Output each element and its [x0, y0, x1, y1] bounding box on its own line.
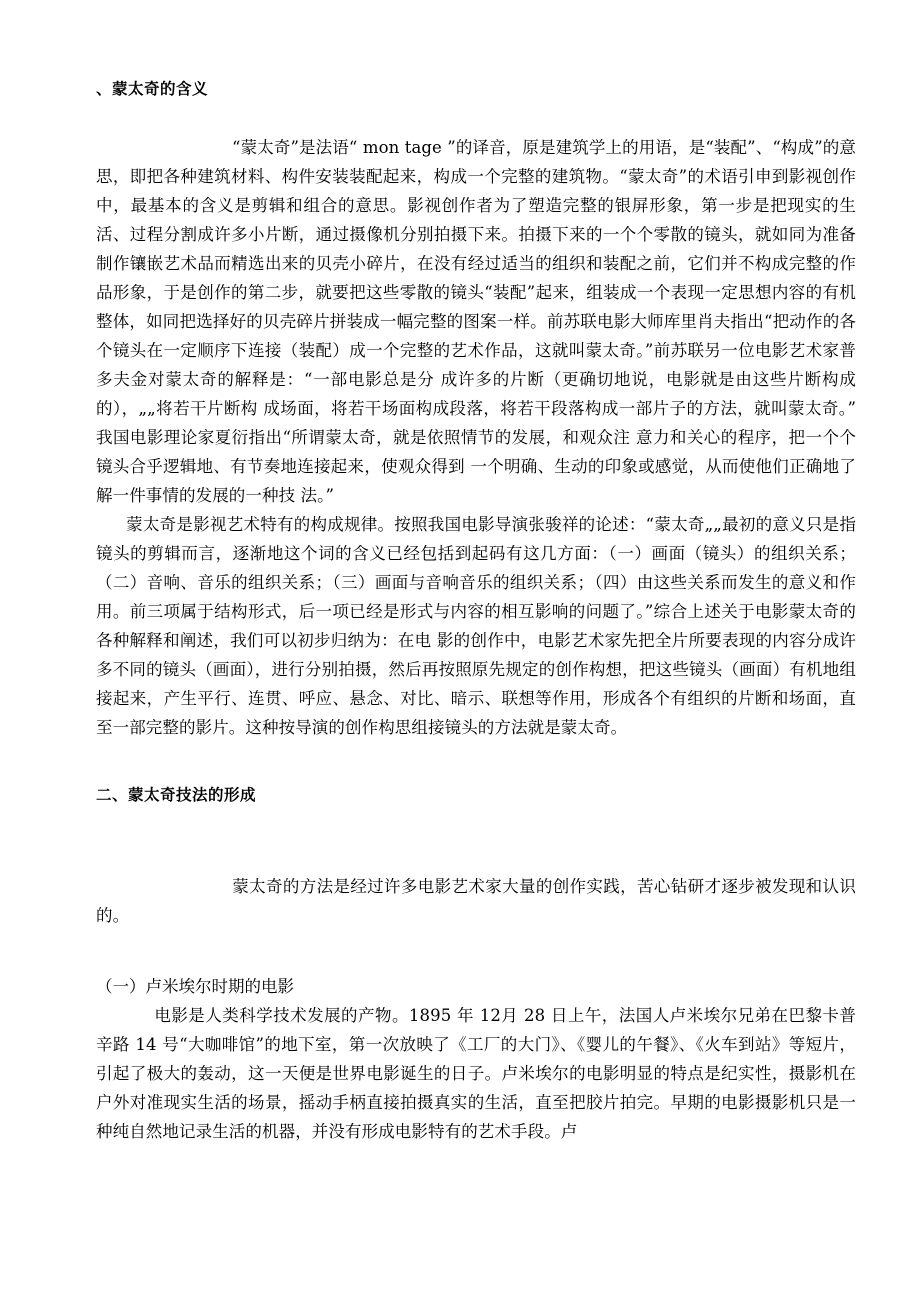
paragraph-1-2	[96, 510, 856, 742]
subsection-heading-2-1: （一）卢米埃尔时期的电影	[96, 976, 294, 996]
section-heading-1: 、蒙太奇的含义	[96, 80, 209, 98]
document-body	[96, 78, 856, 1146]
section-heading-2: 二、蒙太奇技法的形成	[96, 786, 257, 805]
paragraph-text: 蒙太奇的方法是经过许多电影艺术家大量的创作实践，苦心钻研才逐步被发现和认识的。	[96, 876, 856, 925]
paragraph-text: 电影是人类科学技术发展的产物。1895 年 12月 28 日上午，法国人卢米埃尔兄弟在巴黎卡普辛路 14 号“大咖啡馆”的地下室，第一次放映了《工厂的大门》、《婴儿的午餐》、《火车到站》等短片，引起了极大的轰动，这一天便是世界电影诞生的日子。卢米埃尔的电影明显的特点是纪实性，摄影机在户外对准现实生活的场景，摇动手柄直接拍摄真实的生活，直至把胶片拍完。早期的电影摄影机只是一种纯自然地记录生活的机器，并没有形成电影特有的艺术手段。卢	[96, 1005, 856, 1141]
paragraph-2-1	[96, 872, 856, 930]
spacer	[96, 814, 856, 872]
paragraph-text: 蒙太奇是影视艺术特有的构成规律。按照我国电影导演张骏祥的论述：“蒙太奇„„最初的意义只是指镜头的剪辑而言，逐渐地这个词的含义已经包括到起码有这几方面：（一）画面（镜头）的组织关系；（二）音响、音乐的组织关系；（三）画面与音响音乐的组织关系；（四）由这些关系而发生的意义和作用。前三项属于结构形式，后一项已经是形式与内容的相互影响的问题了。”综合上述关于电影蒙太奇的各种解释和阐述，我们可以初步归纳为：在电 影的创作中，电影艺术家先把全片所要表现的内容分成许多不同的镜头（画面），进行分别拍摄，然后再按照原先规定的创作构想，把这些镜头（画面）有机地组接起来，产生平行、连贯、呼应、悬念、对比、暗示、联想等作用，形成各个有组织的片断和场面，直至一部完整的影片。这种按导演的创作构思组接镜头的方法就是蒙太奇。	[96, 515, 856, 738]
spacer	[96, 107, 856, 133]
spacer	[96, 930, 856, 972]
paragraph-1-1	[96, 133, 856, 510]
spacer	[96, 742, 856, 784]
paragraph-text: “蒙太奇”是法语“ mon tage ”的译音，原是建筑学上的用语，是“装配”、“构成”的意思，即把各种建筑材料、构件安装装配起来，构成一个完整的建筑物。“蒙太奇”的术语引申到影视创作中，最基本的含义是剪辑和组合的意思。影视创作者为了塑造完整的银屏形象，第一步是把现实的生活、过程分割成许多小片断，通过摄像机分别拍摄下来。拍摄下来的一个个零散的镜头，就如同为准备制作镶嵌艺术品而精选出来的贝壳小碎片，在没有经过适当的组织和装配之前，它们并不构成完整的作品形象，于是创作的第二步，就要把这些零散的镜头“装配”起来，组装成一个表现一定思想内容的有机整体，如同把选择好的贝壳碎片拼装成一幅完整的图案一样。前苏联电影大师库里肖夫指出“把动作的各个镜头在一定顺序下连接（装配）成一个完整的艺术作品，这就叫蒙太奇。”前苏联另一位电影艺术家普多夫金对蒙太奇的解释是：“一部电影总是分 成许多的片断（更确切地说，电影就是由这些片断构成的），„„将若干片断构 成场面，将若干场面构成段落，将若干段落构成一部片子的方法，就叫蒙太奇。” 我国电影理论家夏衍指出“所谓蒙太奇，就是依照情节的发展，和观众注 意力和关心的程序，把一个个镜头合乎逻辑地、有节奏地连接起来，使观众得到 一个明确、生动的印象或感觉，从而使他们正确地了解一件事情的发展的一种技 法。”	[96, 138, 856, 506]
paragraph-2-1-1	[96, 1001, 856, 1146]
